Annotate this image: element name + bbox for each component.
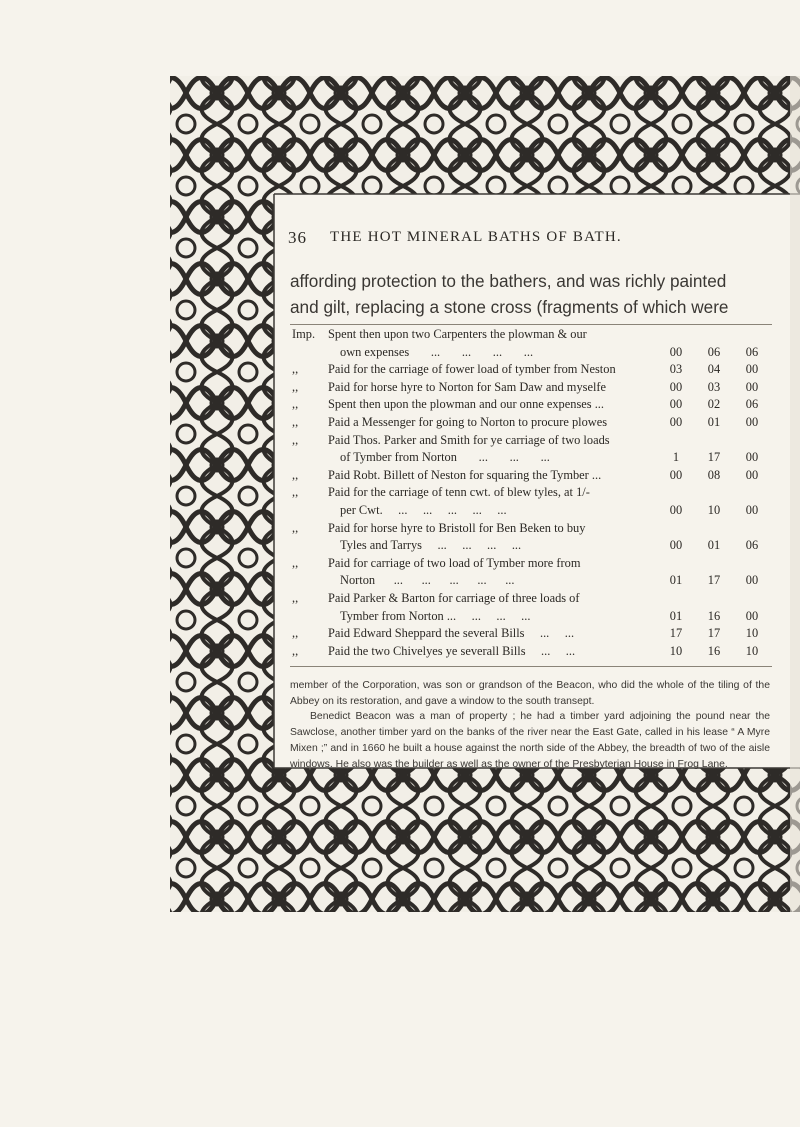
row-description: Norton ... ... ... ... ... (340, 573, 515, 588)
pounds: 00 (669, 467, 683, 482)
intro-line: and gilt, replacing a stone cross (fragments of which were (290, 297, 729, 317)
account-row (290, 484, 772, 502)
pence: 06 (745, 538, 759, 553)
running-title: THE HOT MINERAL BATHS OF BATH. (330, 229, 622, 245)
row-description: Spent then upon two Carpenters the plowman & our (328, 327, 587, 341)
pence: 00 (745, 362, 759, 377)
pounds: 00 (669, 397, 683, 412)
pence: 00 (745, 573, 759, 588)
pounds: 01 (669, 608, 683, 623)
pounds: 03 (669, 362, 683, 377)
row-mark: ,, (292, 643, 299, 658)
account-row (290, 361, 772, 379)
row-mark: ,, (292, 414, 299, 429)
account-row (290, 432, 772, 450)
row-description: Paid the two Chivelyes ye severall Bills ... ... (328, 643, 576, 658)
row-description: Paid for horse hyre to Bristoll for Ben Beken to buy (328, 520, 586, 535)
shillings: 10 (707, 502, 721, 517)
account-row (290, 449, 772, 467)
shillings: 16 (707, 608, 721, 623)
row-description: Paid for the carriage of tenn cwt. of blew tyles, at 1/- (328, 485, 590, 500)
row-mark: ,, (292, 432, 299, 447)
bottom-rule (290, 666, 772, 667)
account-row (290, 396, 772, 414)
row-description: own expenses ... ... ... ... (340, 344, 534, 359)
shillings: 03 (707, 379, 721, 394)
shillings: 17 (707, 450, 721, 465)
row-mark: ,, (292, 397, 299, 412)
pounds: 00 (669, 379, 683, 394)
account-row (290, 414, 772, 432)
row-description: Spent then upon the plowman and our onne expenses ... (328, 397, 604, 412)
pounds: 01 (669, 573, 683, 588)
row-mark: ,, (292, 590, 299, 605)
accounts-table (290, 326, 772, 660)
pounds: 00 (669, 538, 683, 553)
pence: 10 (745, 626, 759, 641)
account-row (290, 467, 772, 485)
footnote-paragraph: Benedict Beacon was a man of property ; he had a timber yard adjoining the pound near the Sawclose, another timber yard on the banks of the river near the East Gate, called in his lease “ A Myre Mixen ;” and in 1660 he built a house against the north side of the Abbey, the breadth of two of the aisle windows. He also was the builder as well as the owner of the Presbyterian House in Frog Lane. (290, 711, 770, 770)
row-description: Paid for horse hyre to Norton for Sam Daw and myselfe (328, 379, 607, 394)
shillings: 08 (707, 467, 721, 482)
pence: 00 (745, 608, 759, 623)
row-mark: ,, (292, 362, 299, 377)
row-mark: ,, (292, 520, 299, 535)
row-description: Tyles and Tarrys ... ... ... ... (340, 538, 522, 553)
shillings: 06 (707, 344, 721, 359)
account-row (290, 625, 772, 643)
shillings: 16 (707, 643, 721, 658)
account-row (290, 590, 772, 608)
shillings: 02 (707, 397, 721, 412)
shillings: 04 (707, 362, 721, 377)
row-description: of Tymber from Norton ... ... ... (340, 450, 550, 465)
row-description: Paid Edward Sheppard the several Bills ... ... (328, 626, 575, 641)
pence: 06 (745, 344, 759, 359)
account-row (290, 537, 772, 555)
row-description: Paid for the carriage of fower load of tymber from Neston (328, 362, 616, 377)
top-rule (290, 324, 772, 325)
row-mark: Imp. (292, 327, 316, 341)
row-description: Tymber from Norton ... ... ... ... (340, 608, 531, 623)
row-mark: ,, (292, 555, 299, 570)
shillings: 01 (707, 414, 721, 429)
shillings: 17 (707, 573, 721, 588)
pence: 00 (745, 467, 759, 482)
pounds: 17 (669, 626, 683, 641)
pounds: 10 (669, 643, 683, 658)
pounds: 00 (669, 502, 683, 517)
pence: 10 (745, 643, 759, 658)
account-row (290, 344, 772, 362)
pounds: 00 (669, 414, 683, 429)
intro-text (290, 268, 770, 320)
account-row (290, 572, 772, 590)
account-row (290, 643, 772, 661)
row-description: per Cwt. ... ... ... ... ... (340, 502, 507, 517)
row-description: Paid Parker & Barton for carriage of three loads of (328, 590, 580, 605)
account-row (290, 608, 772, 626)
shillings: 17 (707, 626, 721, 641)
row-description: Paid a Messenger for going to Norton to procure plowes (328, 414, 608, 429)
row-mark: ,, (292, 467, 299, 482)
account-row (290, 326, 772, 344)
intro-line: affording protection to the bathers, and was richly painted (290, 271, 727, 291)
row-description: Paid Thos. Parker and Smith for ye carriage of two loads (328, 432, 610, 447)
row-mark: ,, (292, 626, 299, 641)
page-number: 36 (288, 228, 307, 247)
pence: 06 (745, 397, 759, 412)
footnote-paragraph: member of the Corporation, was son or grandson of the Beacon, who did the whole of the tiling of the Abbey on its restoration, and gave a window to the south transept. (290, 680, 770, 707)
pence: 00 (745, 450, 759, 465)
footnote (290, 678, 770, 772)
pence: 00 (745, 379, 759, 394)
pence: 00 (745, 414, 759, 429)
account-row (290, 502, 772, 520)
pounds: 00 (669, 344, 683, 359)
row-description: Paid for carriage of two load of Tymber more from (328, 555, 581, 570)
row-mark: ,, (292, 379, 299, 394)
account-row (290, 555, 772, 573)
pence: 00 (745, 502, 759, 517)
account-row (290, 379, 772, 397)
row-description: Paid Robt. Billett of Neston for squaring the Tymber ... (328, 467, 602, 482)
account-row (290, 520, 772, 538)
shillings: 01 (707, 538, 721, 553)
row-mark: ,, (292, 485, 299, 500)
pounds: 1 (672, 450, 680, 465)
